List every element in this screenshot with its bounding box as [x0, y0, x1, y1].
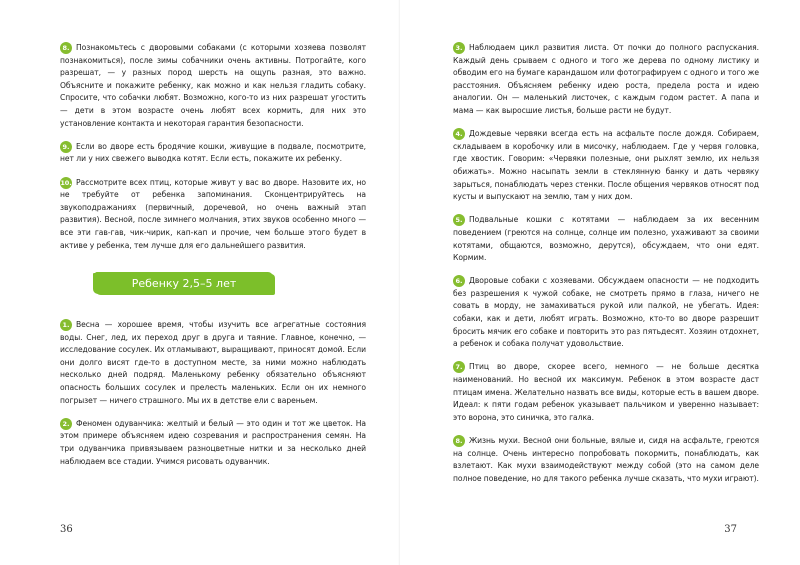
- item-text: Феномен одуванчика: желтый и белый — это один и тот же цветок. На этом примере объясняем идею созревания и распространения семян. На три одуванчика привязываем разноцветные нитки и за несколько дней наблюдаем все стадии. Учимся рисовать одуванчик.: [60, 418, 366, 466]
- right-page: [400, 0, 800, 565]
- item-text: Птиц во дворе, скорее всего, немного — не больше десятка наименований. Но весной их максимум. Ребенок в этом возрасте даст птицам имена. Желательно назвать все виды, которые есть в вашем дворе. Идеал: к пяти годам ребенок указывает пальчиком и уверенно называет: это ворона, это синичка, это галка.: [453, 362, 759, 422]
- item-text: Рассмотрите всех птиц, которые живут у вас во дворе. Назовите их, но не требуйте от ребенка запоминания. Сконцентрируйтесь на звукоподражаниях (первичный, доречевой, но очень важный этап развития). Весной, после зимнего молчания, этих звуков особенно много — все эти гав-гав, чик-чирик, кап-кап и прочие, чем больше этого будет в активе у ребенка, тем лучше для его дальнейшего развития.: [60, 177, 366, 250]
- section-heading-wrap: [95, 272, 366, 295]
- item-number-badge: 8.: [60, 42, 72, 54]
- list-item: [60, 141, 366, 166]
- item-number-badge: 3.: [453, 42, 465, 54]
- item-text: Дождевые червяки всегда есть на асфальте после дождя. Собираем, складываем в коробочку или в мисочку, наблюдаем. Где у червя головка, где хвостик. Говорим: «Червяки полезные, они рыхлят землю, их нельзя обижать». Можно насыпать земли в стеклянную банку и дать червяку зарыться, понаблюдать через стенки. После общения червяков относят под кусты и выпускают на землю, там у них дом.: [453, 129, 759, 202]
- item-text: Наблюдаем цикл развития листа. От почки до полного распускания. Каждый день срываем с одного и того же дерева по одному листику и обводим его на бумаге карандашом или фотографируем с одного и того же расстояния. Объясняем ребенку идею роста, предела роста и идею аналогии. Он — маленький листочек, с каждым годом растет. А папа и мама — как выросшие листья, больше расти не будут.: [453, 43, 759, 115]
- list-item: [60, 177, 366, 253]
- item-text: Дворовые собаки с хозяевами. Обсуждаем опасности — не подходить без разрешения к чужой собаке, не смотреть прямо в глаза, ничего не совать в морду, не замахиваться рукой или палкой, не убегать. Идея: собаки, как и дети, любят играть. Возможно, кто-то во дворе разрешит бросить мячик его собаке и повторить это раз пятьдесят. Хозяин отдохнет, а ребенок и собака получат удовольствие.: [453, 276, 759, 349]
- list-item: [60, 418, 366, 468]
- item-number-badge: 5.: [453, 214, 465, 226]
- item-number-badge: 2.: [60, 418, 72, 430]
- section-heading: Ребенку 2,5–5 лет: [95, 272, 273, 295]
- page-number: 37: [724, 524, 737, 535]
- item-number-badge: 7.: [453, 361, 465, 373]
- list-item: [60, 42, 366, 130]
- item-number-badge: 10.: [60, 178, 72, 187]
- item-number-badge: 9.: [60, 141, 72, 153]
- item-text: Жизнь мухи. Весной они больные, вялые и, сидя на асфальте, греются на солнце. Очень интересно попробовать покормить, понаблюдать, как взлетают. Как мухи взаимодействуют между собой (это на самом деле полное поведение, но для такого ребенка лучше сказать, что мухи играют).: [453, 436, 759, 483]
- item-text: Подвальные кошки с котятами — наблюдаем за их весенним поведением (греются на солнце, солнце им полезно, ухаживают за своими котятами, общаются, возможно, дерутся), обсуждаем, что они едят. Кормим.: [453, 215, 759, 263]
- list-item: [453, 214, 759, 264]
- left-column: [60, 42, 366, 479]
- list-item: [453, 42, 759, 118]
- page-number: 36: [60, 524, 73, 535]
- item-text: Весна — хорошее время, чтобы изучить все агрегатные состояния воды. Снег, лед, их переход друг в друга и таяние. Главное, конечно, — исследование сосулек. Их отламывают, выращивают, приносят домой. Если они долго висят где-то в доступном месте, за ними можно наблюдать несколько дней подряд. Маленькому ребенку обязательно объясняют опасность больших сосулек и прелесть маленьких. Если он их немного погрызет — ничего страшного. Мы их в детстве ели с вареньем.: [60, 320, 366, 405]
- right-column: [453, 42, 759, 496]
- list-item: [453, 361, 759, 424]
- item-text: Если во дворе есть бродячие кошки, живущие в подвале, посмотрите, нет ли у них свежего выводка котят. Если есть, покажите их ребенку.: [60, 141, 366, 164]
- list-item: [453, 128, 759, 204]
- list-item: [453, 435, 759, 485]
- item-number-badge: 4.: [453, 128, 465, 140]
- item-number-badge: 1.: [60, 319, 72, 331]
- list-item: [453, 275, 759, 351]
- item-number-badge: 6.: [453, 275, 465, 287]
- item-number-badge: 8.: [453, 435, 465, 447]
- list-item: [60, 319, 366, 407]
- item-text: Познакомьтесь с дворовыми собаками (с которыми хозяева позволят познакомиться), после зимы собачники очень активны. Потрогайте, кого разрешат, — у разных пород шерсть на ощупь разная, это важно. Объясните и покажите ребенку, как можно и как нельзя гладить собаку. Спросите, что собачки любят. Возможно, кого-то из них разрешат угостить — дети в этом возрасте очень любят всех кормить, для них это установление контакта и некоторая гарантия безопасности.: [60, 43, 366, 128]
